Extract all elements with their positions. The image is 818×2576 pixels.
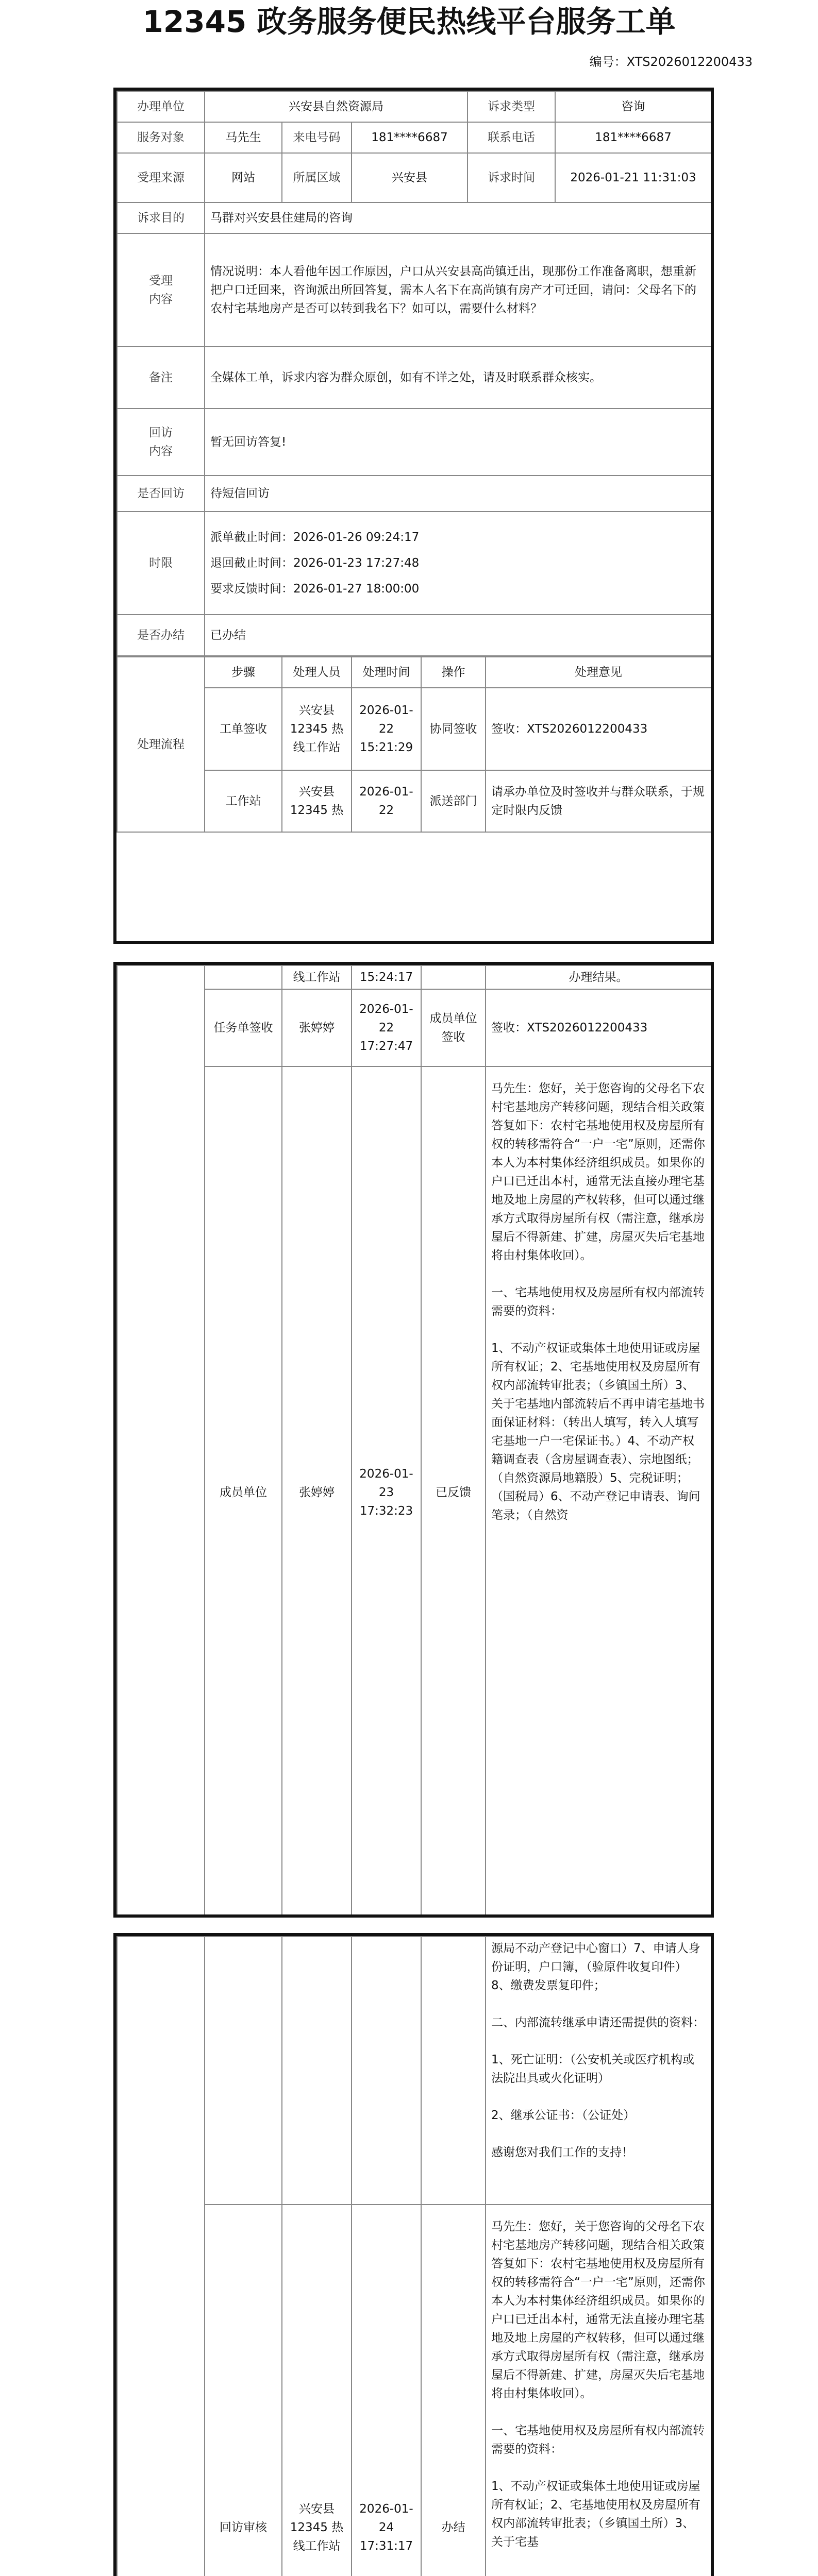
page-2 xyxy=(113,962,714,1918)
callback-label: 回访 内容 xyxy=(117,409,205,476)
page-3 xyxy=(113,1933,714,2576)
flow-header-op: 操作 xyxy=(421,657,486,688)
flow-opinion: 源局不动产登记中心窗口）7、申请人身份证明，户口簿，（验原件收复印件）8、缴费发票复印件； 二、内部流转继承申请还需提供的资料： 1、死亡证明：（公安机关或医疗机构或法院出具或火化证明） 2、继承公证书：（公证处） 感谢您对我们工作的支持！ xyxy=(486,1937,711,2205)
flow-table-p2 xyxy=(116,965,712,1918)
caller-value: 181****6687 xyxy=(352,122,468,153)
flow-time: 2026-01-22 17:27:47 xyxy=(352,989,421,1066)
time-label: 诉求时间 xyxy=(468,153,555,202)
return-deadline: 退回截止时间：2026-01-23 17:27:48 xyxy=(210,556,420,570)
area-label: 所属区域 xyxy=(282,153,352,202)
remark-label: 备注 xyxy=(117,347,205,409)
caller-label: 来电号码 xyxy=(282,122,352,153)
page-1 xyxy=(113,88,714,944)
flow-time: 2026-01-23 17:32:23 xyxy=(352,1066,421,1918)
flow-op xyxy=(421,965,486,989)
flow-time: 2026-01-22 15:21:29 xyxy=(352,688,421,770)
table-row xyxy=(117,770,711,832)
is-callback-value: 待短信回访 xyxy=(205,476,711,512)
purpose-value: 马群对兴安县住建局的咨询 xyxy=(205,202,711,233)
flow-time: 2026-01-24 17:31:17 xyxy=(352,2205,421,2576)
flow-person: 兴安县12345 热 xyxy=(282,770,352,832)
flow-opinion: 马先生：您好，关于您咨询的父母名下农村宅基地房产转移问题，现结合相关政策答复如下：农村宅基地使用权及房屋所有权的转移需符合“一户一宅”原则，还需你本人为本村集体经济组织成员。如果你的户口已迁出本村，通常无法直接办理宅基地及地上房屋的产权转移，但可以通过继承方式取得房屋所有权（需注意，继承房屋后不得新建、扩建，房屋灭失后宅基地将由村集体收回）。 一、宅基地使用权及房屋所有权内部流转需要的资料： 1、不动产权证或集体土地使用证或房屋所有权证；2、宅基地使用权及房屋所有权内部流转审批表；（乡镇国土所）3、关于宅基 xyxy=(486,2205,711,2576)
flow-op: 已反馈 xyxy=(421,1066,486,1918)
done-value: 已办结 xyxy=(205,615,711,656)
flow-person: 兴安县12345 热线工作站 xyxy=(282,688,352,770)
callback-value: 暂无回访答复! xyxy=(205,409,711,476)
flow-person: 线工作站 xyxy=(282,965,352,989)
feedback-deadline: 要求反馈时间：2026-01-27 18:00:00 xyxy=(210,582,420,596)
content-label: 受理 内容 xyxy=(117,233,205,347)
flow-step: 成员单位 xyxy=(205,1066,282,1918)
flow-table-p3 xyxy=(116,1936,712,2576)
flow-step xyxy=(205,965,282,989)
flow-opinion: 签收：XTS2026012200433 xyxy=(486,688,711,770)
info-table xyxy=(116,91,712,656)
flow-time: 2026-01-22 xyxy=(352,770,421,832)
table-row xyxy=(117,989,711,1066)
flow-step: 回访审核 xyxy=(205,2205,282,2576)
dispatch-deadline: 派单截止时间：2026-01-26 09:24:17 xyxy=(210,531,420,544)
flow-header-person: 处理人员 xyxy=(282,657,352,688)
flow-step: 工单签收 xyxy=(205,688,282,770)
area-value: 兴安县 xyxy=(352,153,468,202)
flow-label: 处理流程 xyxy=(117,657,205,832)
flow-op: 派送部门 xyxy=(421,770,486,832)
flow-step-cont xyxy=(205,1937,282,2205)
flow-step: 任务单签收 xyxy=(205,989,282,1066)
flow-opinion: 签收：XTS2026012200433 xyxy=(486,989,711,1066)
table-row xyxy=(117,1937,711,2205)
flow-header-opinion: 处理意见 xyxy=(486,657,711,688)
flow-person: 兴安县12345 热线工作站 xyxy=(282,2205,352,2576)
flow-opinion: 马先生：您好，关于您咨询的父母名下农村宅基地房产转移问题，现结合相关政策答复如下：农村宅基地使用权及房屋所有权的转移需符合“一户一宅”原则，还需你本人为本村集体经济组织成员。如果你的户口已迁出本村，通常无法直接办理宅基地及地上房屋的产权转移，但可以通过继承方式取得房屋所有权（需注意，继承房屋后不得新建、扩建，房屋灭失后宅基地将由村集体收回）。 一、宅基地使用权及房屋所有权内部流转需要的资料： 1、不动产权证或集体土地使用证或房屋所有权证；2、宅基地使用权及房屋所有权内部流转审批表；（乡镇国土所）3、关于宅基地内部流转后不再申请宅基地书面保证材料：（转出人填写，转入人填写宅基地一户一宅保证书。）4、不动产权籍调查表（含房屋调查表）、宗地图纸；（自然资源局地籍股）5、完税证明；（国税局）6、不动产登记申请表、询问笔录；（自然资 xyxy=(486,1066,711,1918)
purpose-label: 诉求目的 xyxy=(117,202,205,233)
flow-step: 工作站 xyxy=(205,770,282,832)
contact-label: 联系电话 xyxy=(468,122,555,153)
is-callback-label: 是否回访 xyxy=(117,476,205,512)
flow-person-cont xyxy=(282,1937,352,2205)
table-row xyxy=(117,965,711,989)
target-value: 马先生 xyxy=(205,122,282,153)
source-value: 网站 xyxy=(205,153,282,202)
flow-header-step: 步骤 xyxy=(205,657,282,688)
type-label: 诉求类型 xyxy=(468,91,555,122)
doc-number xyxy=(536,52,753,72)
page-title: 12345 政务服务便民热线平台服务工单 xyxy=(142,4,676,39)
timing-values xyxy=(205,512,711,615)
flow-time-cont xyxy=(352,1937,421,2205)
flow-person: 张婷婷 xyxy=(282,1066,352,1918)
done-label: 是否办结 xyxy=(117,615,205,656)
flow-opinion: 办理结果。 xyxy=(486,965,711,989)
flow-header-time: 处理时间 xyxy=(352,657,421,688)
dept-value: 兴安县自然资源局 xyxy=(205,91,468,122)
contact-value: 181****6687 xyxy=(555,122,711,153)
flow-table-p1 xyxy=(116,656,712,833)
type-value: 咨询 xyxy=(555,91,711,122)
source-label: 受理来源 xyxy=(117,153,205,202)
flow-person: 张婷婷 xyxy=(282,989,352,1066)
flow-time: 15:24:17 xyxy=(352,965,421,989)
flow-op: 协同签收 xyxy=(421,688,486,770)
remark-value: 全媒体工单，诉求内容为群众原创，如有不详之处，请及时联系群众核实。 xyxy=(205,347,711,409)
flow-opinion: 请承办单位及时签收并与群众联系，于规定时限内反馈 xyxy=(486,770,711,832)
table-row xyxy=(117,1066,711,1918)
flow-label-cont xyxy=(117,1937,205,2576)
flow-label-cont xyxy=(117,965,205,1918)
dept-label: 办理单位 xyxy=(117,91,205,122)
flow-op: 成员单位签收 xyxy=(421,989,486,1066)
doc-number-label: 编号： xyxy=(589,55,627,69)
table-row xyxy=(117,2205,711,2576)
content-value: 情况说明：本人看他年因工作原因，户口从兴安县高尚镇迁出，现那份工作准备离职，想重新把户口迁回来，咨询派出所回答复，需本人名下在高尚镇有房产才可迁回，请问：父母名下的农村宅基地房产是否可以转到我名下？如可以，需要什么材料？ xyxy=(205,233,711,347)
target-label: 服务对象 xyxy=(117,122,205,153)
flow-op: 办结 xyxy=(421,2205,486,2576)
time-value: 2026-01-21 11:31:03 xyxy=(555,153,711,202)
timing-label: 时限 xyxy=(117,512,205,615)
table-row xyxy=(117,688,711,770)
flow-op-cont xyxy=(421,1937,486,2205)
doc-number-value: XTS2026012200433 xyxy=(626,55,753,69)
